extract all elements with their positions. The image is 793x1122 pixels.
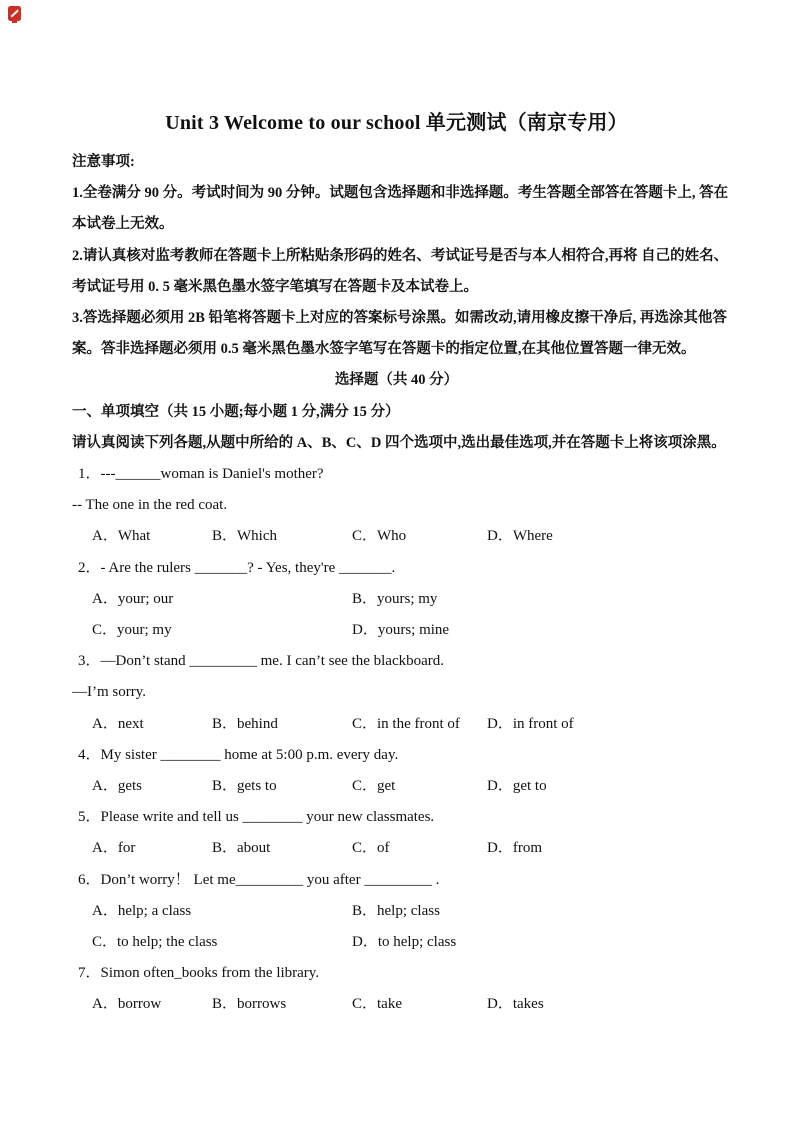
red-marker-icon (8, 6, 21, 23)
option-a: A．for (92, 840, 136, 857)
question-1-stem: 1．---______woman is Daniel's mother? (78, 466, 324, 483)
option-d: D．yours; mine (352, 622, 450, 639)
section-title: 选择题（共 40 分） (334, 372, 459, 389)
question-4-options (72, 771, 721, 802)
page-title: Unit 3 Welcome to our school 单元测试（南京专用） (165, 112, 628, 134)
option-b: B．borrows (212, 996, 287, 1013)
option-b: B．about (212, 840, 271, 857)
question-6-options-row2 (72, 927, 721, 958)
option-d: D．in front of (487, 715, 574, 732)
option-a: A．What (92, 528, 151, 545)
question-2-stem: 2．- Are the rulers _______? - Yes, they're _______. (78, 559, 396, 576)
option-c: C．Who (352, 528, 407, 545)
option-d: D．get to (487, 778, 547, 795)
option-b: B．gets to (212, 778, 277, 795)
question-4-stem: 4．My sister ________ home at 5:00 p.m. every day. (78, 746, 399, 763)
option-b: B．Which (212, 528, 277, 545)
option-c: C．to help; the class (92, 934, 218, 951)
question-1-options (72, 521, 721, 552)
intro-line: 请认真阅读下列各题,从题中所给的 A、B、C、D 四个选项中,选出最佳选项,并在答题卡上将该项涂黑。 (72, 434, 726, 451)
option-c: C．of (352, 840, 390, 857)
option-d: D．Where (487, 528, 553, 545)
notice-line-2-cont: 考试证号用 0. 5 毫米黑色墨水签字笔填写在答题卡及本试卷上。 (72, 278, 478, 295)
question-2-options-row2 (72, 615, 721, 646)
option-b: B．yours; my (352, 590, 438, 607)
option-b: B．behind (212, 715, 278, 732)
option-c: C．get (352, 778, 396, 795)
option-a: A．next (92, 715, 144, 732)
option-a: A．borrow (92, 996, 162, 1013)
question-7-stem: 7．Simon often_books from the library. (78, 965, 320, 982)
question-3-stem: 3．—Don’t stand _________ me. I can’t see the blackboard. (78, 653, 445, 670)
question-3-options (72, 709, 721, 740)
option-d: D．to help; class (352, 934, 457, 951)
notice-line-3-cont: 案。答非选择题必须用 0.5 毫米黑色墨水签字笔写在答题卡的指定位置,在其他位置答题一律无效。 (72, 341, 696, 358)
notice-line-3: 3.答选择题必须用 2B 铅笔将答题卡上对应的答案标号涂黑。如需改动,请用橡皮擦干净后, 再选涂其他答 (72, 310, 727, 327)
option-c: C．your; my (92, 622, 172, 639)
option-d: D．from (487, 840, 542, 857)
notice-line-1: 1.全卷满分 90 分。考试时间为 90 分钟。试题包含选择题和非选择题。考生答题全部答在答题卡上, 答在 (72, 185, 729, 202)
question-5-stem: 5．Please write and tell us ________ your new classmates. (78, 809, 435, 826)
part-heading: 一、单项填空（共 15 小题;每小题 1 分,满分 15 分） (72, 403, 400, 420)
question-6-options-row1 (72, 896, 721, 927)
question-1-reply: -- The one in the red coat. (72, 497, 228, 514)
question-5-options (72, 833, 721, 864)
option-a: A．your; our (92, 590, 174, 607)
question-2-options-row1 (72, 584, 721, 615)
question-6-stem: 6．Don’t worry！ Let me_________ you after _________ . (78, 871, 440, 888)
question-3-reply: —I’m sorry. (72, 684, 147, 701)
option-c: C．in the front of (352, 715, 460, 732)
question-7-options (72, 989, 721, 1020)
notice-line-2: 2.请认真核对监考教师在答题卡上所粘贴条形码的姓名、考试证号是否与本人相符合,再将 自己的姓名、 (72, 247, 729, 264)
option-c: C．take (352, 996, 402, 1013)
option-a: A．gets (92, 778, 142, 795)
option-d: D．takes (487, 996, 544, 1013)
option-b: B．help; class (352, 902, 440, 919)
notice-label: 注意事项: (72, 154, 135, 170)
option-a: A．help; a class (92, 902, 192, 919)
notice-line-1-cont: 本试卷上无效。 (72, 216, 174, 233)
